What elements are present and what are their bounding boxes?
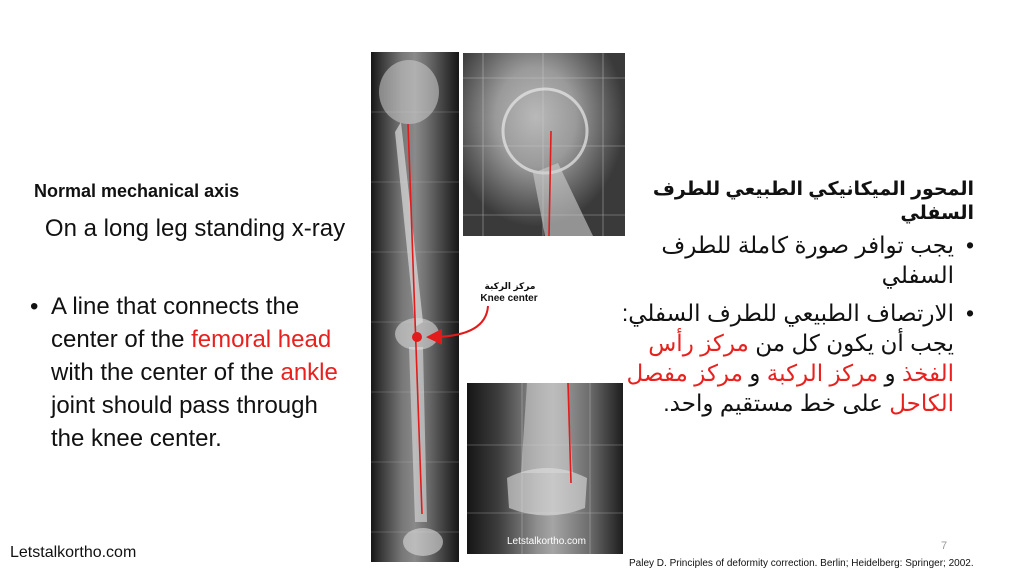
english-heading: Normal mechanical axis bbox=[34, 181, 240, 201]
bullet-dot: • bbox=[30, 293, 39, 320]
english-subheading: On a long leg standing x-ray bbox=[44, 215, 346, 242]
bullet-text-part: A line that connects the center of the bbox=[51, 293, 300, 353]
arabic-heading: المحور الميكانيكي الطبيعي للطرف السفلي bbox=[652, 179, 974, 224]
femoral-head-term: femoral head bbox=[191, 326, 332, 353]
arabic-text-part: على خط مستقيم واحد. bbox=[663, 390, 890, 416]
arabic-text-part: و bbox=[878, 360, 903, 386]
image-watermark: Letstalkortho.com bbox=[507, 536, 586, 547]
english-bullet-text bbox=[30, 290, 350, 455]
ankle-term: ankle bbox=[280, 359, 338, 386]
english-bullet bbox=[30, 290, 350, 455]
page-number: 7 bbox=[941, 540, 948, 552]
ankle-xray-image bbox=[467, 383, 623, 554]
arabic-femoral-head-term: مركز رأس الفخذ bbox=[648, 330, 954, 386]
arabic-ankle-center-term: مركز مفصل الكاحل bbox=[626, 360, 954, 416]
knee-arrow-icon bbox=[420, 300, 500, 345]
hip-xray-image bbox=[463, 53, 625, 236]
arabic-bullet-2-text bbox=[622, 300, 954, 416]
knee-center-label: Knee center bbox=[480, 293, 538, 304]
bullet-text-part: joint should pass through the knee center. bbox=[51, 392, 318, 452]
arabic-bullet-1 bbox=[602, 230, 974, 290]
citation: Paley D. Principles of deformity correction. Berlin; Heidelberg: Springer; 2002. bbox=[629, 558, 974, 569]
arabic-text-part: و bbox=[742, 360, 767, 386]
arabic-text-block bbox=[602, 178, 974, 426]
bullet-text-part: with the center of the bbox=[51, 359, 281, 386]
arabic-bullet-1-text: يجب توافر صورة كاملة للطرف السفلي bbox=[661, 232, 954, 288]
arabic-knee-center-term: مركز الركبة bbox=[766, 360, 879, 386]
bullet-dot: • bbox=[965, 300, 974, 326]
arabic-bullet-2 bbox=[602, 298, 974, 418]
bullet-dot: • bbox=[965, 232, 974, 258]
arabic-text-part: الارتصاف الطبيعي للطرف السفلي: يجب أن يكون كل من bbox=[621, 300, 954, 356]
site-footer: Letstalkortho.com bbox=[10, 544, 137, 561]
knee-center-arabic-label: مركز الركبة bbox=[484, 281, 536, 291]
